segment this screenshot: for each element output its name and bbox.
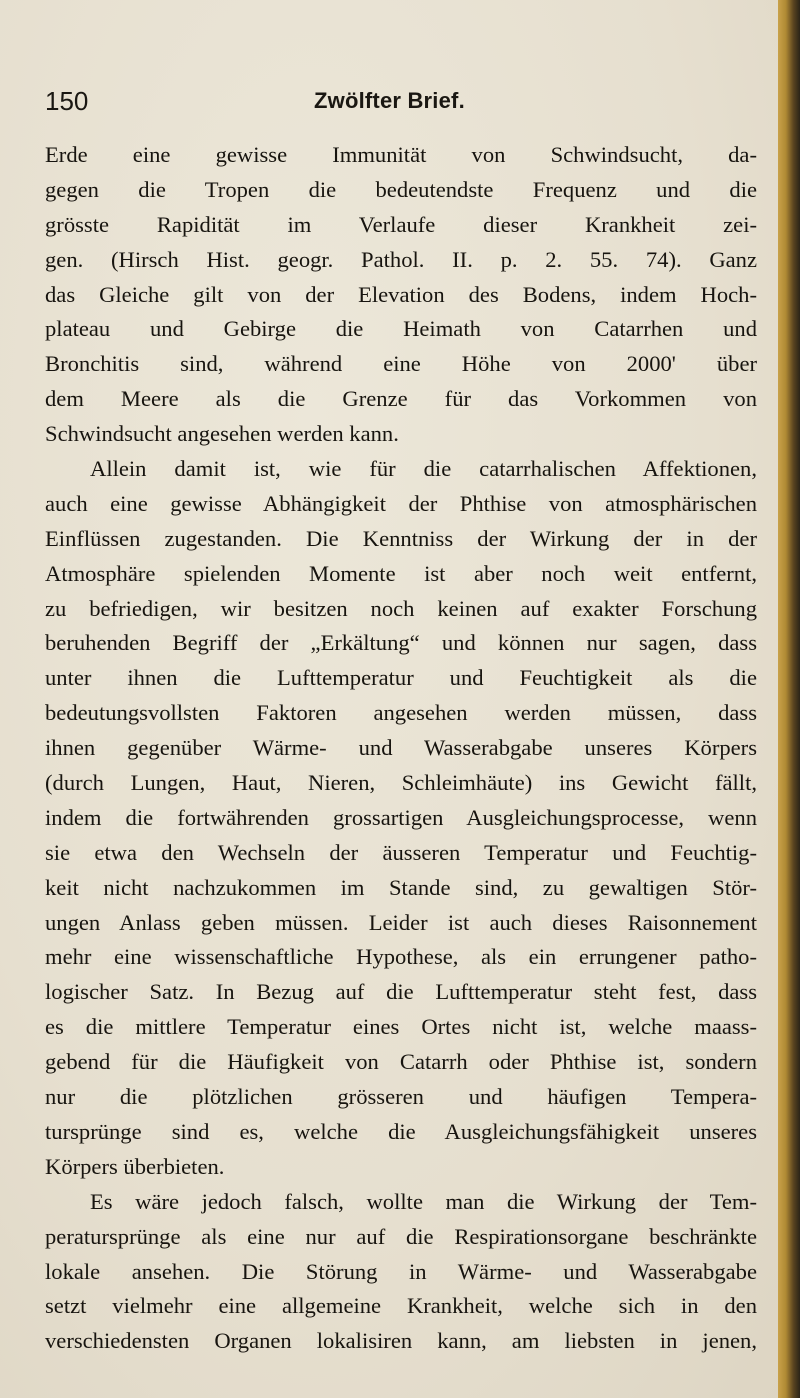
text-line: verschiedensten Organen lokalisiren kann, am liebsten in jenen,	[45, 1328, 757, 1354]
text-line: logischer Satz. In Bezug auf die Lufttemperatur steht fest, dass	[45, 979, 757, 1005]
text-line: (durch Lungen, Haut, Nieren, Schleimhäute) ins Gewicht fällt,	[45, 770, 757, 796]
running-head: Zwölfter Brief.	[314, 88, 465, 113]
text-line: plateau und Gebirge die Heimath von Catarrhen und	[45, 316, 757, 342]
text-line: ihnen gegenüber Wärme- und Wasserabgabe unseres Körpers	[45, 735, 757, 761]
text-line: lokale ansehen. Die Störung in Wärme- und Wasserabgabe	[45, 1258, 757, 1284]
text-line: mehr eine wissenschaftliche Hypothese, als ein errungener patho-	[45, 944, 757, 970]
body-text	[45, 138, 757, 1359]
text-line: Körpers überbieten.	[45, 1153, 225, 1179]
text-line: Erde eine gewisse Immunität von Schwindsucht, da-	[45, 142, 757, 167]
text-line: gegen die Tropen die bedeutendste Frequenz und die	[45, 176, 757, 202]
text-line: Allein damit ist, wie für die catarrhalischen Affektionen,	[90, 456, 757, 482]
text-line: Es wäre jedoch falsch, wollte man die Wirkung der Tem-	[90, 1188, 757, 1214]
text-line: auch eine gewisse Abhängigkeit der Phthise von atmosphärischen	[45, 490, 757, 516]
text-line: zu befriedigen, wir besitzen noch keinen auf exakter Forschung	[45, 595, 757, 621]
text-line: unter ihnen die Lufttemperatur und Feuchtigkeit als die	[45, 665, 757, 691]
text-line: Schwindsucht angesehen werden kann.	[45, 421, 399, 447]
text-line: Atmosphäre spielenden Momente ist aber noch weit entfernt,	[45, 560, 757, 586]
page-header	[45, 86, 745, 126]
text-line: tursprünge sind es, welche die Ausgleichungsfähigkeit unseres	[45, 1118, 757, 1144]
text-line: keit nicht nachzukommen im Stande sind, zu gewaltigen Stör-	[45, 874, 757, 900]
text-line: Bronchitis sind, während eine Höhe von 2000' über	[45, 351, 757, 377]
text-line: indem die fortwährenden grossartigen Ausgleichungsprocesse, wenn	[45, 804, 757, 830]
text-line: dem Meere als die Grenze für das Vorkommen von	[45, 386, 757, 412]
text-line: sie etwa den Wechseln der äusseren Temperatur und Feuchtig-	[45, 839, 757, 865]
text-line: ungen Anlass geben müssen. Leider ist auch dieses Raisonnement	[45, 909, 757, 935]
text-line: das Gleiche gilt von der Elevation des Bodens, indem Hoch-	[45, 281, 757, 307]
text-line: grösste Rapidität im Verlaufe dieser Krankheit zei-	[45, 211, 757, 237]
text-line: es die mittlere Temperatur eines Ortes nicht ist, welche maass-	[45, 1014, 757, 1040]
text-line: setzt vielmehr eine allgemeine Krankheit, welche sich in den	[45, 1293, 757, 1319]
text-line: nur die plötzlichen grösseren und häufigen Tempera-	[45, 1084, 757, 1110]
text-line: gebend für die Häufigkeit von Catarrh oder Phthise ist, sondern	[45, 1049, 757, 1075]
text-line: beruhenden Begriff der „Erkältung“ und können nur sagen, dass	[45, 630, 757, 656]
text-line: peratursprünge als eine nur auf die Respirationsorgane beschränkte	[45, 1223, 757, 1249]
text-line: gen. (Hirsch Hist. geogr. Pathol. II. p. 2. 55. 74). Ganz	[45, 246, 757, 272]
text-line: Einflüssen zugestanden. Die Kenntniss der Wirkung der in der	[45, 525, 757, 551]
page-number: 150	[45, 86, 89, 116]
book-gutter-edge	[778, 0, 800, 1398]
text-line: bedeutungsvollsten Faktoren angesehen werden müssen, dass	[45, 700, 757, 726]
